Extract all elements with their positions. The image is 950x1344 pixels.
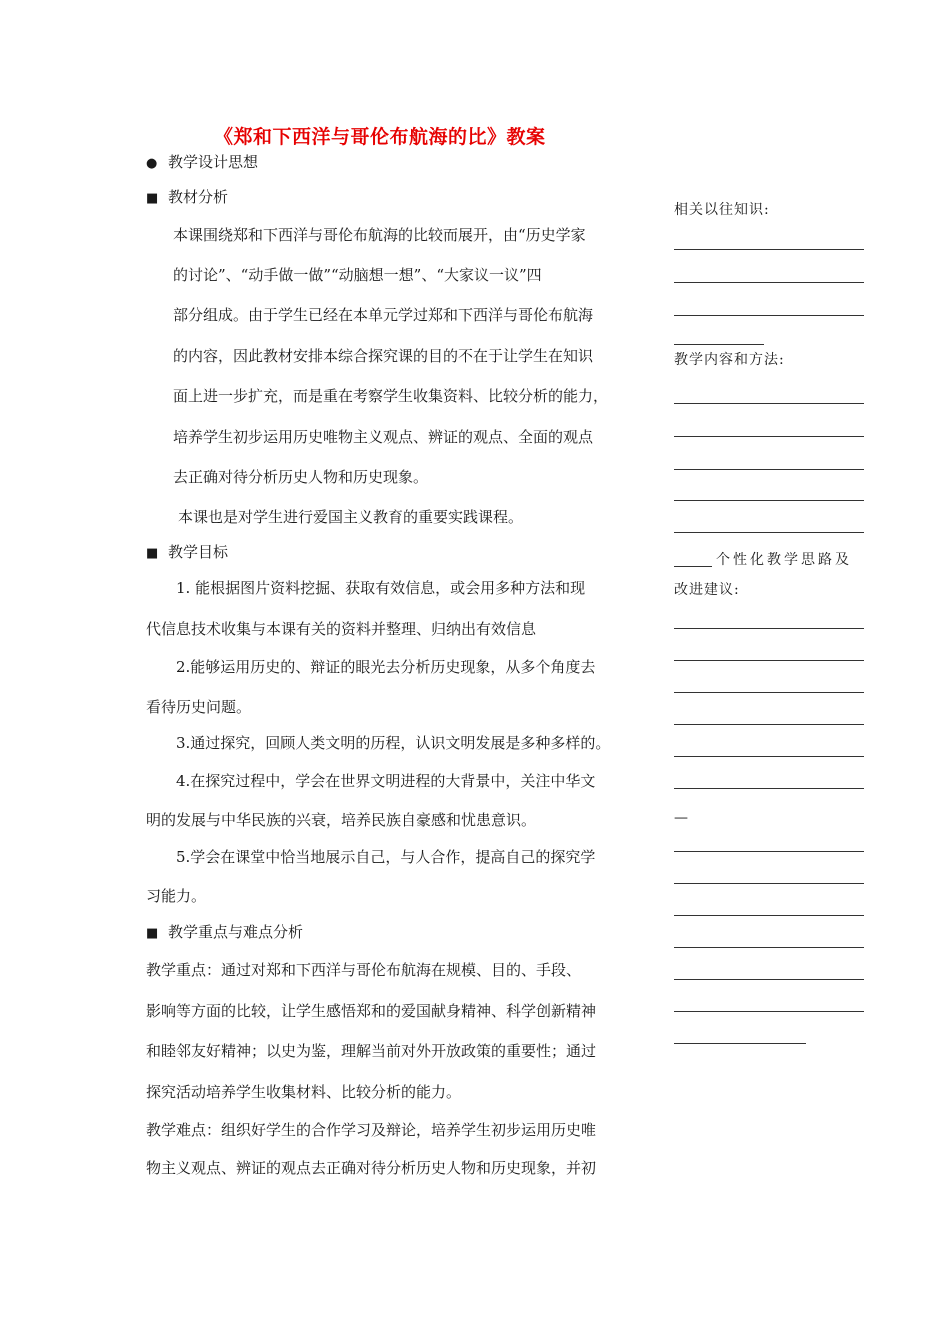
difficulty-line: 物主义观点、辨证的观点去正确对待分析历史人物和历史现象，并初 xyxy=(146,1159,597,1177)
note-line xyxy=(674,756,864,757)
section-label: 教学目标 xyxy=(168,543,229,561)
analysis-line: 培养学生初步运用历史唯物主义观点、辨证的观点、全面的观点 xyxy=(173,428,594,446)
section-goals xyxy=(146,542,228,564)
note-line xyxy=(674,282,864,283)
analysis-line: 去正确对待分析历史人物和历史现象。 xyxy=(173,468,429,486)
bullet-square-icon: ■ xyxy=(146,191,159,206)
bullet-square-icon: ■ xyxy=(146,546,159,561)
goal-line: 2.能够运用历史的、辩证的眼光去分析历史现象，从多个角度去 xyxy=(176,658,596,676)
note-line xyxy=(674,692,864,693)
sidebar-prior-knowledge-label: 相关以往知识: xyxy=(674,202,770,218)
note-line xyxy=(674,344,764,345)
analysis-line: 的讨论”、“动手做一做”“动脑想一想”、“大家议一议”四 xyxy=(173,266,542,284)
goal-line: 3.通过探究，回顾人类文明的历程，认识文明发展是多种多样的。 xyxy=(176,734,611,752)
section-design xyxy=(146,152,258,174)
analysis-line: 本课围绕郑和下西洋与哥伦布航海的比较而展开，由“历史学家 xyxy=(173,226,586,244)
section-label: 教材分析 xyxy=(168,188,229,206)
note-line xyxy=(674,947,864,948)
goal-line: 1. 能根据图片资料挖掘、获取有效信息，或会用多种方法和现 xyxy=(176,579,586,597)
note-line xyxy=(674,566,712,567)
goal-line: 明的发展与中华民族的兴衰，培养民族自豪感和忧患意识。 xyxy=(146,811,537,829)
note-line xyxy=(674,628,864,629)
bullet-square-icon: ■ xyxy=(146,926,159,941)
section-material xyxy=(146,187,228,209)
note-line xyxy=(674,979,864,980)
note-line xyxy=(674,883,864,884)
note-line xyxy=(674,315,864,316)
section-key-points xyxy=(146,922,303,944)
note-line xyxy=(674,532,864,533)
note-line xyxy=(674,500,864,501)
note-line xyxy=(674,436,864,437)
goal-line: 习能力。 xyxy=(146,887,207,905)
note-line xyxy=(674,249,864,250)
goal-line: 5.学会在课堂中恰当地展示自己，与人合作，提高自己的探究学 xyxy=(176,848,596,866)
note-line xyxy=(674,851,864,852)
analysis-line: 面上进一步扩充，而是重在考察学生收集资料、比较分析的能力， xyxy=(173,387,609,405)
goal-line: 代信息技术收集与本课有关的资料并整理、归纳出有效信息 xyxy=(146,620,537,638)
note-line xyxy=(674,788,864,789)
note-line xyxy=(674,660,864,661)
sidebar-personal-label-cont: 改进建议: xyxy=(674,582,740,598)
goal-line: 4.在探究过程中，学会在世界文明进程的大背景中，关注中华文 xyxy=(176,772,596,790)
key-line: 和睦邻友好精神；以史为鉴，理解当前对外开放政策的重要性；通过 xyxy=(146,1042,597,1060)
key-line: 探究活动培养学生收集材料、比较分析的能力。 xyxy=(146,1083,462,1101)
section-label: 教学重点与难点分析 xyxy=(168,923,304,941)
goal-line: 看待历史问题。 xyxy=(146,698,252,716)
note-dash: — xyxy=(674,810,689,826)
analysis-line: 部分组成。由于学生已经在本单元学过郑和下西洋与哥伦布航海 xyxy=(173,306,594,324)
analysis-line: 的内容，因此教材安排本综合探究课的目的不在于让学生在知识 xyxy=(173,347,594,365)
sidebar-personal-label: 个性化教学思路及 xyxy=(716,552,852,568)
section-label: 教学设计思想 xyxy=(168,153,259,171)
note-line xyxy=(674,724,864,725)
note-line xyxy=(674,915,864,916)
difficulty-line: 教学难点：组织好学生的合作学习及辩论，培养学生初步运用历史唯 xyxy=(146,1121,597,1139)
note-line xyxy=(674,469,864,470)
key-line: 教学重点：通过对郑和下西洋与哥伦布航海在规模、目的、手段、 xyxy=(146,961,582,979)
note-line xyxy=(674,403,864,404)
document-title: 《郑和下西洋与哥伦布航海的比》教案 xyxy=(214,126,546,148)
analysis-extra: 本课也是对学生进行爱国主义教育的重要实践课程。 xyxy=(178,508,524,526)
bullet-circle-icon: ● xyxy=(146,156,158,171)
note-line xyxy=(674,1043,806,1044)
key-line: 影响等方面的比较，让学生感悟郑和的爱国献身精神、科学创新精神 xyxy=(146,1002,597,1020)
sidebar-content-method-label: 教学内容和方法: xyxy=(674,352,785,368)
note-line xyxy=(674,1011,864,1012)
